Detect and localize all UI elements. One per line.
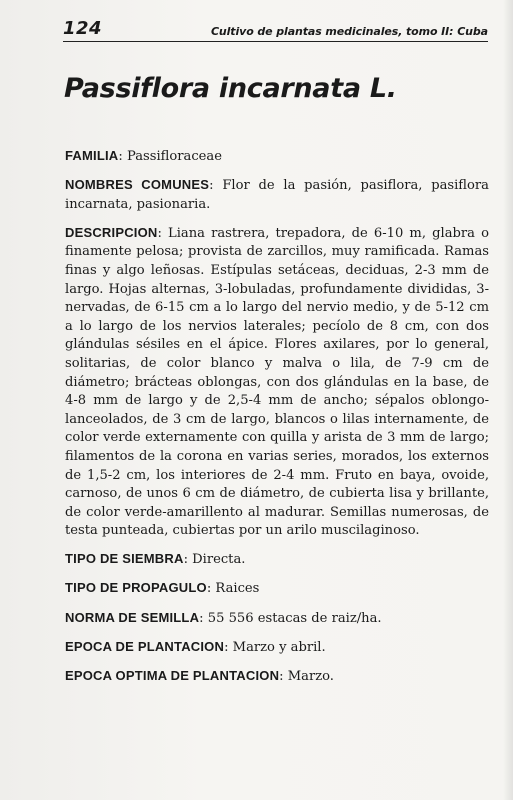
running-title: Cultivo de plantas medicinales, tomo II: Cuba [210, 25, 488, 38]
field-value: Liana rastrera, trepadora, de 6-10 m, glabra o finamente pelosa; provista de zarcillos, muy ramificada. Ramas finas y algo leñosas. Estípulas setáceas, deciduas, 2-3 mm de largo. Hojas alternas, 3-lobuladas, profundamente divididas, 3-nervadas, de 6-15 cm a lo largo del nervio medio, y de 5-12 cm a lo largo de los nervios laterales; pecíolo de 8 cm, con dos glándulas sésiles en el ápice. Flores axilares, por lo general, solitarias, de color blanco y malva o lila, de 7-9 cm de diámetro; brácteas oblongas, con dos glándulas en la base, de 4-8 mm de largo y de 2,5-4 mm de ancho; sépalos oblongo-lanceolados, de 3 cm de largo, blancos o lilas internamente, de color verde externamente con quilla y arista de 3 mm de largo; filamentos de la corona en varias series, morados, los externos de 1,5-2 cm, los interiores de 2-4 mm. Fruto en baya, ovoide, carnoso, de unos 6 cm de diámetro, de cubierta lisa y brillante, de color verde-amarillento al madurar. Semillas numerosas, de testa punteada, cubiertas por un arilo muscilaginoso. [65, 225, 489, 539]
field-label: FAMILIA [65, 148, 119, 163]
field-descripcion: DESCRIPCION: Liana rastrera, trepadora, de 6-10 m, glabra o finamente pelosa; provista de zarcillos, muy ramificada. Ramas finas y algo leñosas. Estípulas setáceas, deciduas, 2-3 mm de largo. Hojas alternas, 3-lobuladas, profundamente divididas, 3-nervadas, de 6-15 cm a lo largo del nervio medio, y de 5-12 cm a lo largo de los nervios laterales; pecíolo de 8 cm, con dos glándulas sésiles en el ápice. Flores axilares, por lo general, solitarias, de color blanco y malva o lila, de 7-9 cm de diámetro; brácteas oblongas, con dos glándulas en la base, de 4-8 mm de largo y de 2,5-4 mm de ancho; sépalos oblongo-lanceolados, de 3 cm de largo, blancos o lilas internamente, de color verde externamente con quilla y arista de 3 mm de largo; filamentos de la corona en varias series, morados, los externos de 1,5-2 cm, los interiores de 2-4 mm. Fruto en baya, ovoide, carnoso, de unos 6 cm de diámetro, de cubierta lisa y brillante, de color verde-amarillento al madurar. Semillas numerosas, de testa punteada, cubiertas por un arilo muscilaginoso. [65, 224, 489, 539]
field-epoca-de-plantacion: EPOCA DE PLANTACION: Marzo y abril. [65, 638, 326, 655]
field-value: Directa. [192, 552, 246, 568]
field-nombres-comunes: NOMBRES COMUNES: Flor de la pasión, pasiflora, pasiflora incarnata, pasionaria. [65, 177, 489, 212]
field-tipo-de-propagulo: TIPO DE PROPAGULO: Raices [65, 580, 260, 597]
field-epoca-optima-de-plantacion: EPOCA OPTIMA DE PLANTACION: Marzo. [65, 667, 334, 684]
field-norma-de-semilla: NORMA DE SEMILLA: 55 556 estacas de raiz/ha. [65, 609, 382, 626]
field-value: 55 556 estacas de raiz/ha. [207, 610, 382, 626]
field-label: TIPO DE PROPAGULO [65, 580, 207, 596]
field-label: TIPO DE SIEMBRA [65, 551, 184, 567]
field-value: Marzo y abril. [232, 639, 326, 655]
field-value: Flor de la pasión, pasiflora, pasiflora incarnata, pasionaria. [65, 178, 489, 212]
field-label: EPOCA OPTIMA DE PLANTACION [65, 667, 280, 683]
field-value: Marzo. [287, 668, 334, 684]
field-label: NORMA DE SEMILLA [65, 609, 200, 625]
field-label: NOMBRES COMUNES [65, 177, 210, 193]
spine-shadow [503, 0, 513, 800]
field-familia: FAMILIA: Passifloraceae [65, 148, 222, 164]
field-tipo-de-siembra: TIPO DE SIEMBRA: Directa. [65, 551, 246, 568]
field-value: Passifloraceae [126, 149, 222, 164]
field-value: Raices [215, 581, 260, 597]
page-number: 124 [63, 18, 103, 39]
field-label: EPOCA DE PLANTACION [65, 638, 225, 654]
page-header [63, 14, 488, 42]
species-title: Passiflora incarnata L. [64, 73, 397, 104]
species-description [65, 147, 489, 696]
field-label: DESCRIPCION [65, 224, 158, 240]
